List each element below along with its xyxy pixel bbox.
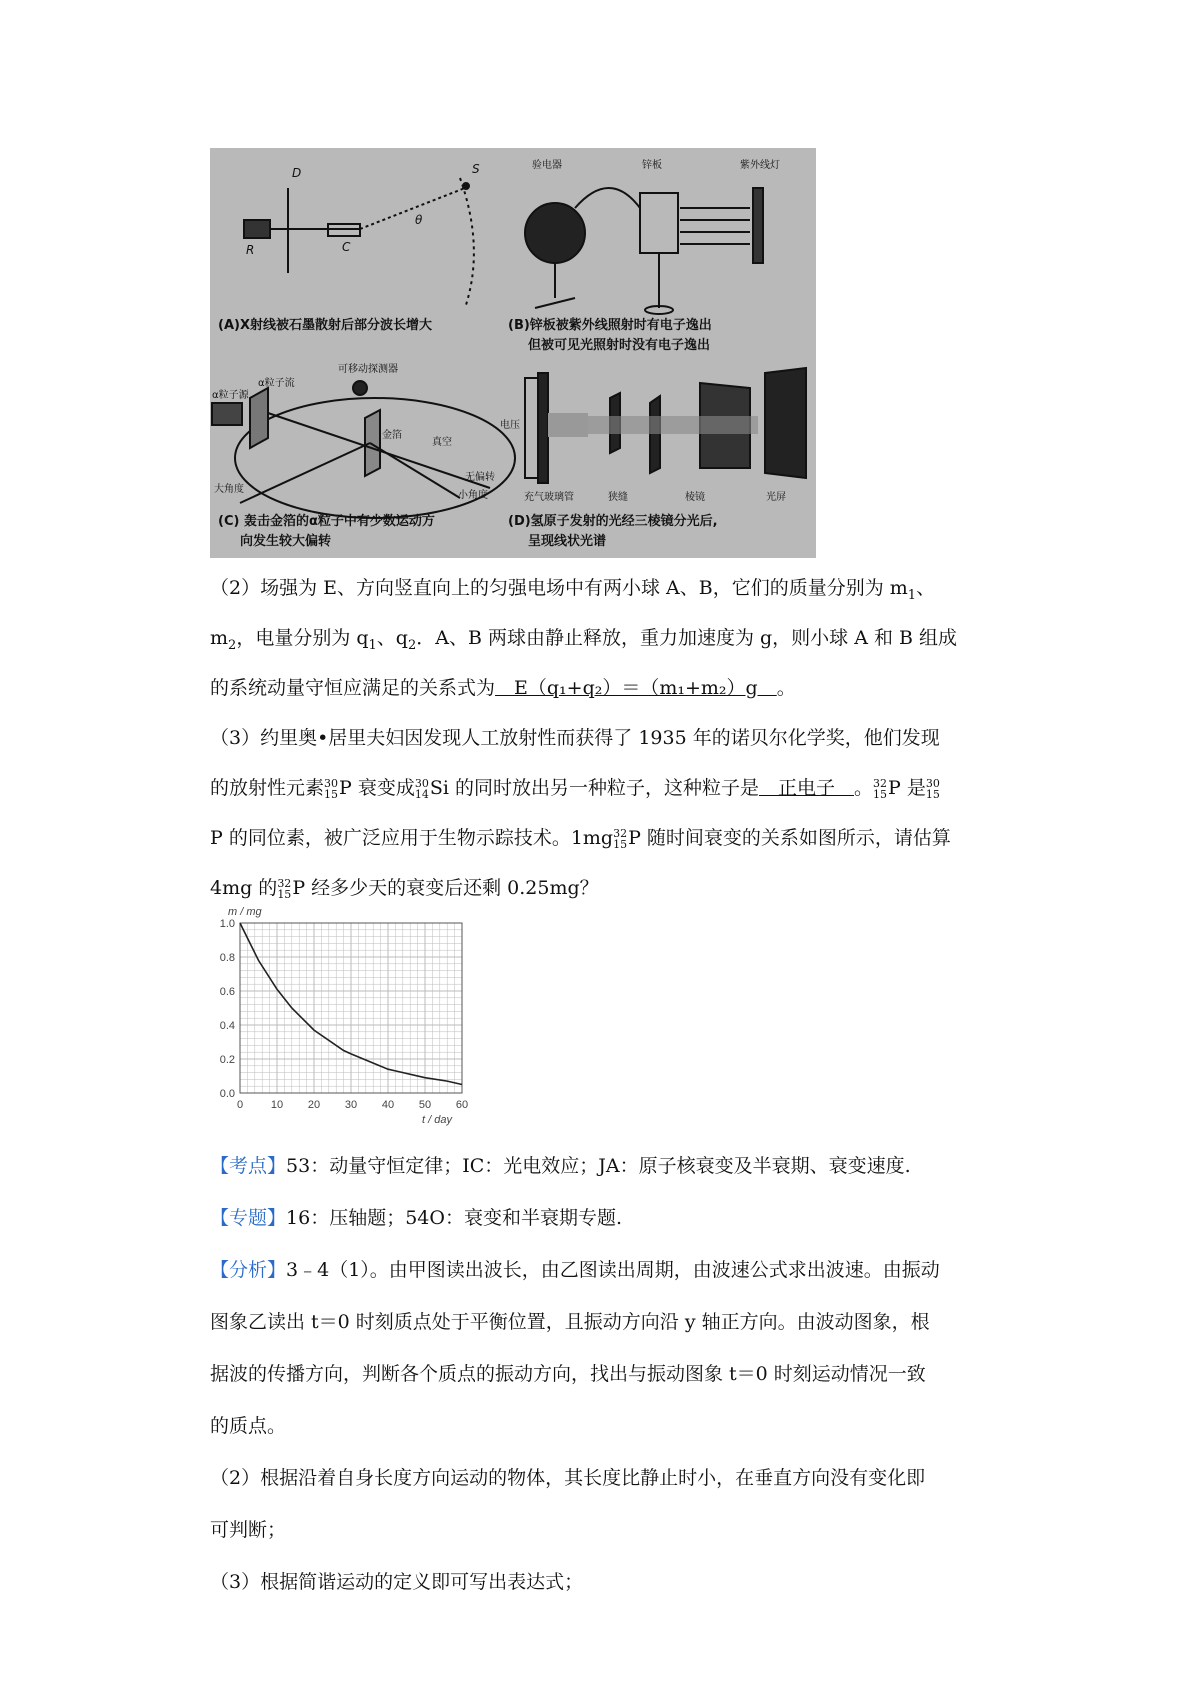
fenxi-line1 xyxy=(210,1244,1025,1296)
x-tick-label: 0 xyxy=(236,1099,244,1111)
caption-d-line2: 呈现线状光谱 xyxy=(528,534,607,549)
q2-m2-sub: 2 xyxy=(228,637,237,653)
iso-p32-mass: 32 xyxy=(873,777,888,790)
q3-line3-text: P 的同位素，被广泛应用于生物示踪技术。1mg xyxy=(210,827,614,849)
label-c-alpha-stream: α粒子流 xyxy=(258,378,295,389)
q2-charge-text: ，电量分别为 q xyxy=(236,627,369,649)
q2-answer: E（q₁+q₂）＝（m₁+m₂）g xyxy=(495,677,777,699)
kaodian-line xyxy=(210,1140,1025,1192)
q2-line2-rest: ．A、B 两球由静止释放，重力加速度为 g，则小球 A 和 B 组成 xyxy=(416,627,958,649)
iso-p30-b-z: 15 xyxy=(925,788,940,801)
zhuanti-line xyxy=(210,1192,1025,1244)
panel-b-diagram xyxy=(525,188,763,314)
fenxi-line2: 图象乙读出 t＝0 时刻质点处于平衡位置，且振动方向沿 y 轴正方向。由波动图象，根 xyxy=(210,1311,930,1333)
q2-line3 xyxy=(210,662,1025,714)
label-a-d: D xyxy=(292,166,302,180)
caption-a: (A)X射线被石墨散射后部分波长增大 xyxy=(218,318,432,333)
q3-line2-text: 的放射性元素 xyxy=(210,777,325,799)
q3-period: 。 xyxy=(854,777,874,799)
kaodian-tag: 【考点】 xyxy=(210,1155,287,1177)
iso-p30-z: 15 xyxy=(324,788,339,801)
fenxi-tag: 【分析】 xyxy=(210,1259,287,1281)
iso-p32-b-z: 15 xyxy=(613,838,628,851)
panel-d-diagram xyxy=(525,368,806,483)
q3-isotope-text: P 是 xyxy=(888,777,926,799)
label-b-zinc-plate: 锌板 xyxy=(642,160,662,171)
q3-answer: 正电子 xyxy=(758,777,854,799)
label-c-small-angle: 小角度 xyxy=(458,490,488,501)
q3-line1: （3）约里奥•居里夫妇因发现人工放射性而获得了 1935 年的诺贝尔化学奖，他们发现 xyxy=(210,727,940,749)
label-d-gas-tube: 充气玻璃管 xyxy=(524,492,574,503)
iso-p30-b xyxy=(926,778,940,800)
q2-q: 、q xyxy=(376,627,408,649)
label-a-r: R xyxy=(246,243,255,257)
y-axis-label: m / mg xyxy=(228,906,262,918)
caption-c-line1: (C) 轰击金箔的α粒子中有少数运动方 xyxy=(218,514,435,529)
label-c-vacuum: 真空 xyxy=(432,437,452,448)
iso-si30-z: 14 xyxy=(414,788,429,801)
experiment-drawings xyxy=(210,148,816,558)
x-tick-label: 60 xyxy=(455,1099,469,1111)
x-tick-label: 30 xyxy=(344,1099,358,1111)
zhuanti-text: 16：压轴题；54O：衰变和半衰期专题. xyxy=(286,1207,622,1229)
iso-p30 xyxy=(324,778,338,800)
q2-q2-sub: 2 xyxy=(407,637,417,653)
panel-a-diagram xyxy=(244,178,474,308)
caption-b-line2: 但被可见光照射时没有电子逸出 xyxy=(528,338,711,353)
q3-line3 xyxy=(210,812,1025,864)
iso-p32-z: 15 xyxy=(873,788,888,801)
y-tick-label: 0.0 xyxy=(219,1088,235,1100)
iso-p30-b-mass: 30 xyxy=(925,777,940,790)
iso-p32-b-mass: 32 xyxy=(613,827,628,840)
q2-line3-end: 。 xyxy=(776,677,796,699)
caption-c-line2: 向发生较大偏转 xyxy=(240,534,332,549)
caption-b-line1: (B)锌板被紫外线照射时有电子逸出 xyxy=(508,318,712,333)
label-a-s: S xyxy=(472,162,480,176)
q3-line4-text: 4mg 的 xyxy=(210,877,278,899)
analysis-p3: （3）根据简谐运动的定义即可写出表达式； xyxy=(210,1571,584,1593)
y-tick-label: 0.8 xyxy=(219,952,235,964)
experiment-figure xyxy=(210,148,816,558)
iso-si30-mass: 30 xyxy=(414,777,429,790)
iso-si30 xyxy=(415,778,429,800)
fenxi-line4: 的质点。 xyxy=(210,1415,287,1437)
fenxi-text-1: 3﹣4（1）。由甲图读出波长，由乙图读出周期，由波速公式求出波速。由振动 xyxy=(286,1259,940,1281)
x-tick-label: 50 xyxy=(418,1099,432,1111)
label-c-large-angle: 大角度 xyxy=(214,484,244,495)
y-tick-label: 0.4 xyxy=(219,1020,235,1032)
label-c-no-deflection: 无偏转 xyxy=(465,472,495,483)
q2-line1-text: （2）场强为 E、方向竖直向上的匀强电场中有两小球 A、B，它们的质量分别为 m xyxy=(210,577,908,599)
label-d-screen: 光屏 xyxy=(766,492,786,503)
y-tick-label: 1.0 xyxy=(219,918,235,930)
y-tick-label: 0.6 xyxy=(219,986,235,998)
x-tick-label: 40 xyxy=(381,1099,395,1111)
label-c-gold-foil: 金箔 xyxy=(382,430,402,441)
label-d-slit: 狭缝 xyxy=(608,492,628,503)
q3-line3-rest: P 随时间衰变的关系如图所示，请估算 xyxy=(628,827,951,849)
analysis-p2-line2: 可判断； xyxy=(210,1519,287,1541)
q2-m1-sub: 1 xyxy=(907,587,917,603)
iso-p30-mass: 30 xyxy=(324,777,339,790)
label-b-uv-lamp: 紫外线灯 xyxy=(740,160,780,171)
label-c-detector: 可移动探测器 xyxy=(338,364,398,375)
x-tick-label: 10 xyxy=(270,1099,284,1111)
x-tick-label: 20 xyxy=(307,1099,321,1111)
label-b-electroscope: 验电器 xyxy=(532,160,562,171)
label-c-source: α粒子源 xyxy=(212,390,249,401)
q2-m: m xyxy=(210,627,229,649)
iso-p32-c-mass: 32 xyxy=(277,877,292,890)
fenxi-line3: 据波的传播方向，判断各个质点的振动方向，找出与振动图象 t＝0 时刻运动情况一致 xyxy=(210,1363,926,1385)
iso-p32 xyxy=(873,778,887,800)
q2-line1-end: 、 xyxy=(916,577,936,599)
y-tick-label: 0.2 xyxy=(219,1054,235,1066)
q2-q1-sub: 1 xyxy=(368,637,377,653)
x-axis-label: t / day xyxy=(422,1114,452,1126)
iso-p32-b xyxy=(613,828,627,850)
label-a-c: C xyxy=(342,240,351,254)
label-d-prism: 棱镜 xyxy=(685,492,705,503)
zhuanti-tag: 【专题】 xyxy=(210,1207,287,1229)
analysis-p2-line1: （2）根据沿着自身长度方向运动的物体，其长度比静止时小，在垂直方向没有变化即 xyxy=(210,1467,926,1489)
q3-line4-rest: P 经多少天的衰变后还剩 0.25mg？ xyxy=(292,877,599,899)
label-a-theta: θ xyxy=(415,213,423,227)
iso-p32-c-z: 15 xyxy=(277,888,292,901)
kaodian-text: 53：动量守恒定律；IC：光电效应；JA：原子核衰变及半衰期、衰变速度. xyxy=(286,1155,911,1177)
q3-line2 xyxy=(210,762,1025,814)
q2-line3-text: 的系统动量守恒应满足的关系式为 xyxy=(210,677,496,699)
q3-decay-text: P 衰变成 xyxy=(339,777,415,799)
caption-d-line1: (D)氢原子发射的光经三棱镜分光后, xyxy=(508,514,718,529)
decay-chart xyxy=(210,893,480,1133)
q3-particle-text: Si 的同时放出另一种粒子，这种粒子是 xyxy=(429,777,759,799)
label-d-voltage: 电压 xyxy=(500,420,520,431)
decay-chart-svg xyxy=(210,893,480,1133)
